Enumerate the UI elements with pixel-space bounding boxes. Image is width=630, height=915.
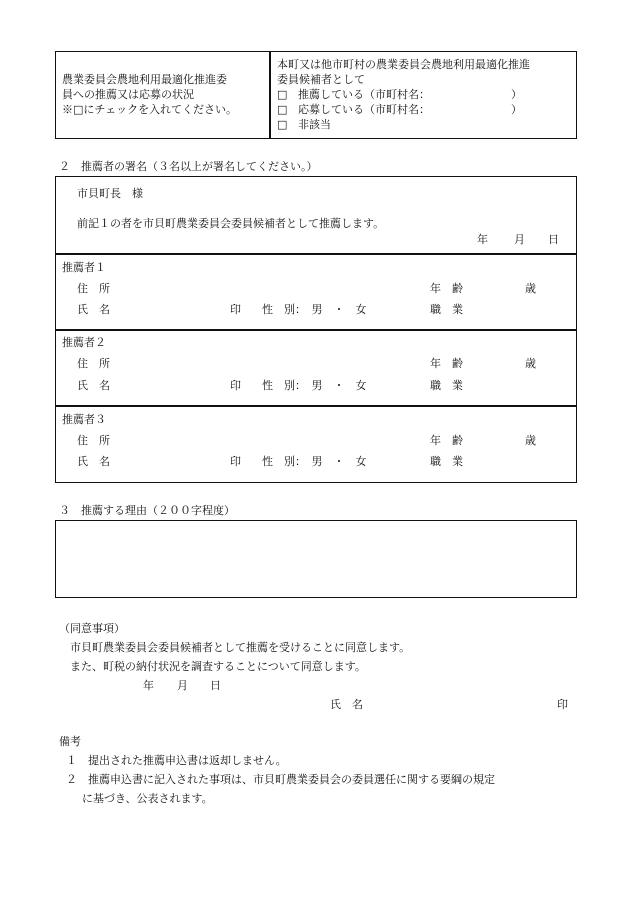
seal-mark: 印 (230, 379, 241, 392)
occupation-label: 職 業 (430, 455, 463, 468)
gender-field: 性 別： 男 ・ 女 (262, 379, 367, 392)
remark-item-2-line1: ２ 推薦申込書に記入された事項は、市貝町農業委員会の委員選任に関する要綱の規定 (66, 773, 495, 786)
remark-item-2-line2: に基づき、公表されます。 (82, 792, 213, 805)
age-unit: 歳 (525, 357, 536, 370)
recommender-1-title: 推薦者１ (62, 261, 106, 274)
occupation-label: 職 業 (430, 379, 463, 392)
consent-line1: 市貝町農業委員会委員候補者として推薦を受けることに同意します。 (70, 641, 411, 654)
status-table-divider (269, 51, 271, 139)
section3-heading: ３ 推薦する理由（２００字程度） (59, 504, 235, 517)
gender-field: 性 別： 男 ・ 女 (262, 455, 367, 468)
seal-mark: 印 (230, 455, 241, 468)
recommenders-divider-3 (55, 405, 577, 407)
checkbox-recommended[interactable]: □ (277, 88, 288, 101)
remark-item-1: １ 提出された推薦申込書は返却しません。 (66, 754, 287, 767)
option-applied-close: ） (511, 103, 522, 116)
consent-seal-mark: 印 (557, 698, 568, 711)
reason-textbox[interactable] (55, 520, 577, 598)
name-label: 氏 名 (77, 379, 110, 392)
checkbox-applied[interactable]: □ (277, 103, 288, 116)
consent-name-label: 氏 名 (330, 698, 363, 711)
name-label: 氏 名 (77, 455, 110, 468)
address-label: 住 所 (77, 282, 110, 295)
recommender-3-title: 推薦者３ (62, 413, 106, 426)
age-unit: 歳 (525, 434, 536, 447)
address-label: 住 所 (77, 434, 110, 447)
recommender-2-title: 推薦者２ (62, 336, 106, 349)
consent-date-day: 日 (210, 679, 221, 692)
consent-line2: また、町税の納付状況を調査することについて同意します。 (70, 660, 366, 673)
date-day-label: 日 (548, 233, 559, 246)
consent-heading: （同意事項） (59, 622, 125, 635)
recommendation-statement: 前記１の者を市貝町農業委員会委員候補者として推薦します。 (77, 217, 385, 230)
date-year-label: 年 (477, 233, 488, 246)
option-applied-label: 応募している（市町村名： (298, 103, 430, 116)
age-unit: 歳 (525, 282, 536, 295)
occupation-label: 職 業 (430, 303, 463, 316)
recommenders-divider-2 (55, 329, 577, 331)
name-label: 氏 名 (77, 303, 110, 316)
gender-field: 性 別： 男 ・ 女 (262, 303, 367, 316)
age-label: 年 齢 (430, 357, 463, 370)
date-month-label: 月 (514, 233, 525, 246)
address-label: 住 所 (77, 357, 110, 370)
status-left-line3: ※□にチェックを入れてください。 (62, 103, 238, 116)
age-label: 年 齢 (430, 282, 463, 295)
recommenders-divider-1 (55, 253, 577, 255)
status-left-line1: 農業委員会農地利用最適化推進委 (62, 73, 227, 86)
section2-heading: ２ 推薦者の署名（３名以上が署名してください。） (59, 160, 318, 173)
status-left-line2: 員への推薦又は応募の状況 (62, 88, 194, 101)
option-recommended-close: ） (511, 88, 522, 101)
option-recommended-label: 推薦している（市町村名： (298, 88, 430, 101)
option-not-applicable-label: 非該当 (298, 118, 331, 131)
status-right-line1: 本町又は他市町村の農業委員会農地利用最適化推進 (277, 58, 530, 71)
seal-mark: 印 (230, 303, 241, 316)
consent-date-month: 月 (177, 679, 188, 692)
age-label: 年 齢 (430, 434, 463, 447)
status-right-line2: 委員候補者として (277, 73, 365, 86)
consent-date-year: 年 (143, 679, 154, 692)
remarks-heading: 備考 (59, 735, 81, 748)
checkbox-not-applicable[interactable]: □ (277, 118, 288, 131)
addressee: 市貝町長 様 (77, 187, 143, 200)
